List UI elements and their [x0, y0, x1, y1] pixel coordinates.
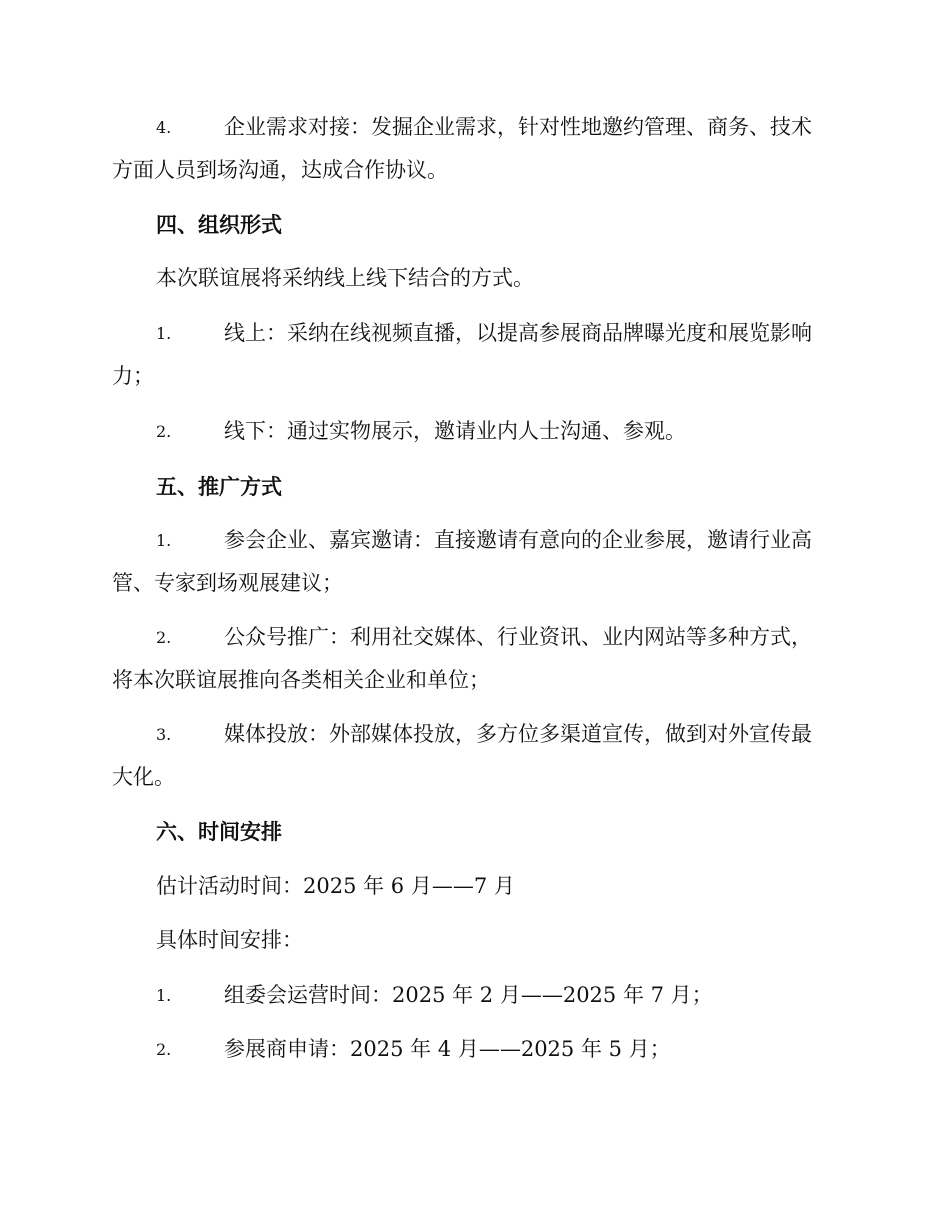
list-item-text: 组委会运营时间：2025 年 2 月——2025 年 7 月；	[224, 983, 713, 1007]
list-item-text: 参会企业、嘉宾邀请：直接邀请有意向的企业参展，邀请行业高	[224, 528, 812, 552]
list-item-text: 线上：采纳在线视频直播，以提高参展商品牌曝光度和展览影响	[224, 321, 812, 345]
list-number: 2.	[156, 1040, 172, 1059]
list-number: 1.	[156, 531, 172, 550]
paragraph: 具体时间安排：	[156, 928, 303, 952]
list-item-text: 企业需求对接：发掘企业需求，针对性地邀约管理、商务、技术	[224, 115, 812, 139]
paragraph: 本次联谊展将采纳线上线下结合的方式。	[156, 266, 534, 290]
list-item-text: 参展商申请：2025 年 4 月——2025 年 5 月；	[224, 1037, 671, 1061]
list-number: 4.	[156, 118, 172, 137]
list-item-text: 公众号推广：利用社交媒体、行业资讯、业内网站等多种方式，	[224, 625, 812, 649]
section-heading: 四、组织形式	[156, 212, 282, 237]
list-number: 2.	[156, 628, 172, 647]
list-number: 3.	[156, 725, 172, 744]
section-heading: 六、时间安排	[156, 819, 282, 844]
list-item-continuation: 大化。	[112, 765, 175, 789]
list-number: 1.	[156, 324, 172, 343]
list-item-continuation: 管、专家到场观展建议；	[112, 571, 343, 595]
list-item-text: 线下：通过实物展示，邀请业内人士沟通、参观。	[224, 419, 686, 443]
list-item-continuation: 力；	[112, 364, 154, 388]
paragraph: 估计活动时间：2025 年 6 月——7 月	[156, 874, 515, 898]
list-number: 2.	[156, 422, 172, 441]
section-heading: 五、推广方式	[156, 474, 282, 499]
list-item-continuation: 将本次联谊展推向各类相关企业和单位；	[112, 668, 490, 692]
list-number: 1.	[156, 986, 172, 1005]
list-item-text: 媒体投放：外部媒体投放，多方位多渠道宣传，做到对外宣传最	[224, 722, 812, 746]
list-item-continuation: 方面人员到场沟通，达成合作协议。	[112, 158, 448, 182]
